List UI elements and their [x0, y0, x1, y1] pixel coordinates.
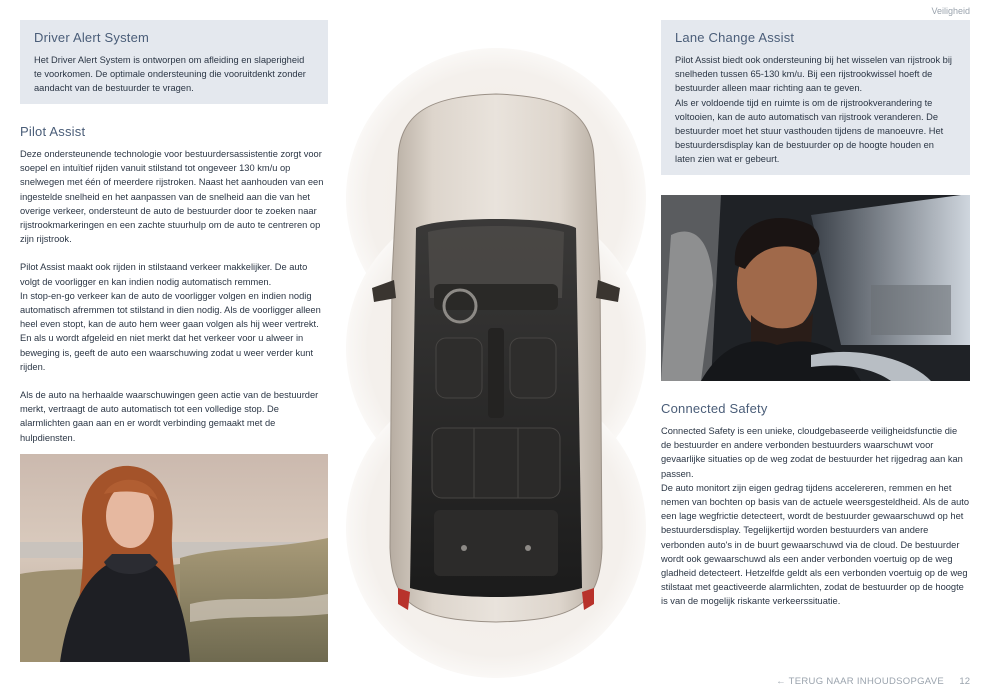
- lane-change-box: [661, 20, 970, 175]
- page-number: 12: [959, 676, 970, 687]
- pilot-assist-paragraph-2: Pilot Assist maakt ook rijden in stilstaand verkeer makkelijker. De auto volgt de voorligger en kan indien nodig automatisch remmen. In stop-en-go verkeer kan de auto de voorligger volgen en indien nodig automatisch afremmen tot stilstand in dien nodig. Als de voorligger alleen heel even stopt, kan de auto hem weer gaan volgen als hij weer vertrekt. En als u wordt afgeleid en niet merkt dat het verkeer voor u alweer in beweging is, geeft de auto een waarschuwing zodat u weer verder kunt rijden.: [20, 262, 321, 372]
- driver-alert-box: [20, 20, 328, 104]
- lane-change-body: Pilot Assist biedt ook ondersteuning bij het wisselen van rijstrook bij snelheden tussen 65-130 km/u. Bij een rijstrookwissel hoeft de bestuurder alleen maar richting aan te geven. Als er voldoende tijd en ruimte is om de rijstrookverandering te voltooien, kan de auto automatisch van rijstrook veranderen. De bestuurder moet het stuur vasthouden tijdens de manoeuvre. Het bestuurdersdisplay kan de bestuurder op de hoogte houden en laten zien wat er gebeurt.: [675, 55, 952, 165]
- woman-portrait-photo: [20, 454, 328, 662]
- connected-safety-section: [661, 401, 970, 609]
- pilot-assist-paragraph-1: Deze ondersteunende technologie voor bestuurdersassistentie zorgt voor soepel en intuïtief rijden vanuit stilstand tot ongeveer 130 km/u op snelwegen met één of meerdere rijstroken. Naast het aanhouden van een ingestelde snelheid en het aanpassen van de snelheid aan die van het overige verkeer, ondersteunt de auto de bestuurder door te zoeken naar rijstrookmarkeringen en een zachte stuurhulp om de auto te centreren op zijn rijstrook.: [20, 149, 324, 245]
- pilot-assist-paragraph-3: Als de auto na herhaalde waarschuwingen geen actie van de bestuurder merkt, vertraagt de auto automatisch tot een volledige stop. De alarmlichten gaan aan en er wordt verbinding gemaakt met de hulpdiensten.: [20, 390, 319, 443]
- pilot-assist-section: [20, 124, 328, 445]
- connected-safety-body: Connected Safety is een unieke, cloudgebaseerde veiligheidsfunctie die de bestuurder en andere verbonden bestuurders waarschuwt voor gevaarlijke situaties op de weg zodat de bestuurder het rijgedrag aan kan passen. De auto monitort zijn eigen gedrag tijdens accelereren, remmen en het nemen van bochten op basis van de actuele weersgesteldheid. Als de auto een lage wegfrictie detecteert, wordt de bestuurder gewaarschuwd op het bestuurdersdisplay. Tegelijkertijd worden bestuurders van andere verbonden auto's in de buurt gewaarschuwd via de cloud. De bestuurder wordt ook gewaarschuwd als een ander verbonden voertuig op de weg gladheid detecteert. Hetzelfde geldt als een verbonden voertuig op de weg stilstaat met geactiveerde alarmlichten, zodat de bestuurder op de hoogte is van de mogelijk riskante verkeerssituatie.: [661, 426, 970, 607]
- car-top-view-image: [338, 48, 654, 688]
- lane-change-title: Lane Change Assist: [675, 30, 795, 45]
- back-to-contents-link[interactable]: ← TERUG NAAR INHOUDSOPGAVE: [776, 676, 944, 687]
- section-label: Veiligheid: [931, 6, 970, 16]
- pilot-assist-title: Pilot Assist: [20, 124, 86, 139]
- driver-alert-title: Driver Alert System: [34, 30, 150, 45]
- connected-safety-title: Connected Safety: [661, 401, 768, 416]
- driver-alert-body: Het Driver Alert System is ontworpen om afleiding en slaperigheid te voorkomen. De optimale ondersteuning die vooruitdenkt zonder aandacht van de bestuurder te vragen.: [34, 55, 306, 94]
- driver-man-photo: [661, 195, 970, 381]
